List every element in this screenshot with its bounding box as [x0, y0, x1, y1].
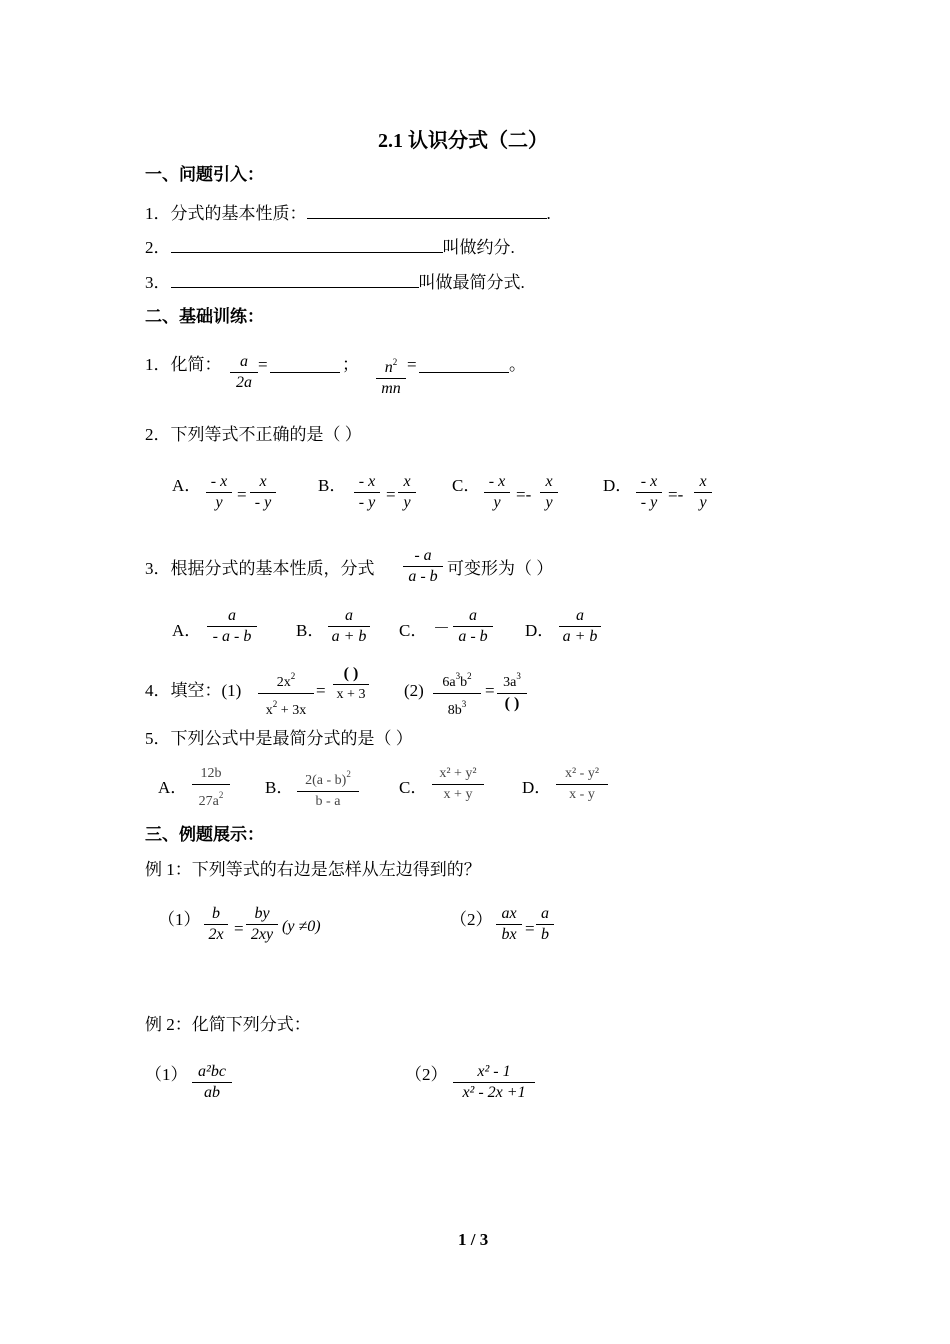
- ex1-text: 例 1：下列等式的右边是怎样从左边得到的？: [145, 860, 481, 879]
- s2-q5-optA-num: 12b: [200, 766, 222, 781]
- s2-q4-p2-eq: =: [485, 681, 495, 700]
- s2-q4-p1-rhs-den: x + 3: [336, 687, 366, 702]
- s2-q5-optB-frac: [297, 764, 359, 812]
- s2-q5-optC-den: x + y: [443, 787, 473, 802]
- page-number: 1 / 3: [458, 1230, 489, 1249]
- s2-q2-optA-lhs: [206, 472, 232, 513]
- s2-q2-optA-lhs-num: - x: [210, 473, 228, 490]
- s2-q5-optA-den: [197, 785, 226, 812]
- s2-q3-optC-label: C．: [399, 621, 428, 640]
- s2-q4-p2-rhs: [497, 666, 527, 714]
- s2-q3-optC-den: a - b: [458, 628, 488, 645]
- ex1-p2-rnum: a: [541, 905, 549, 922]
- s2-q3-fraction: [403, 546, 443, 587]
- section-2-heading: 二、基础训练：: [145, 307, 264, 326]
- s2-q4-p2-num: 6a: [442, 675, 456, 690]
- s2-q2-optB-lhs: [354, 472, 380, 513]
- s2-q1-blank-1: [270, 354, 340, 373]
- ex2-p2-den: x² - 2x +1: [462, 1084, 526, 1101]
- s2-q4-label: 4．填空：(1): [145, 681, 242, 700]
- s2-q4-p1-eq: =: [316, 681, 326, 700]
- s2-q2-optA-lhs-den: y: [215, 494, 223, 511]
- s2-q2-optC-op: =-: [516, 485, 532, 504]
- s2-q5-optB-num: [303, 764, 353, 791]
- s2-q2-optA-label: A．: [172, 476, 202, 495]
- ex1-p2-rhs: [536, 904, 554, 945]
- ex1-p2-label: （2）: [450, 910, 493, 929]
- s1-q3: [145, 269, 525, 294]
- s2-q2-optA-op: =: [237, 485, 247, 504]
- s2-q2-optC-rhs-num: x: [545, 473, 553, 490]
- s2-q4-p2-blank: ( ): [504, 695, 520, 712]
- s2-q3-optC-num: a: [469, 607, 477, 624]
- s2-q4-p2-num-exp2: 2: [467, 671, 472, 681]
- s2-q4-p2-rhs-num: [501, 666, 523, 693]
- s2-q2-optB-lhs-num: - x: [358, 473, 376, 490]
- ex1-p1-rden: 2xy: [250, 926, 274, 943]
- s2-q3-optA-frac: [207, 606, 257, 647]
- s2-q5-optC-label: C．: [399, 778, 428, 797]
- s2-q5-optA-label: A．: [158, 778, 188, 797]
- s2-q4-p2-rhs-num-exp: 3: [516, 671, 521, 681]
- s2-q4-label2: (2): [404, 681, 424, 700]
- s1-q2-blank: [171, 234, 443, 253]
- s2-q3-optB-frac: [328, 606, 370, 647]
- s2-q4-p2-den-exp: 3: [461, 699, 467, 709]
- s2-q1-sep: ；: [342, 355, 359, 374]
- s2-q2-optD-rhs-num: x: [699, 473, 707, 490]
- ex1-p1-lhs: [204, 904, 228, 945]
- s2-q5-optB-den: b - a: [315, 794, 341, 809]
- s2-q5-optA-den-exp: 2: [218, 790, 224, 800]
- ex2-text: 例 2：化简下列分式：: [145, 1015, 311, 1034]
- s1-q1-prefix: 1．分式的基本性质：: [145, 204, 307, 223]
- s2-q1-f2-num-exp: 2: [392, 357, 398, 367]
- s2-q5-optB-num-exp: 2: [346, 769, 351, 779]
- s1-q2: [145, 234, 515, 259]
- s2-q1-f1-num: a: [240, 353, 248, 370]
- s2-q5-optD-frac: [556, 764, 608, 805]
- s2-q2-optC-lhs-den: y: [493, 494, 501, 511]
- s2-q2-optA-rhs: [250, 472, 276, 513]
- ex1-p1-label: （1）: [158, 910, 201, 929]
- s2-q4-p2-lhs: [433, 666, 481, 721]
- s2-q3-num: - a: [414, 547, 432, 564]
- s2-q2-optC-lhs-num: - x: [488, 473, 506, 490]
- s2-q2-optA-rhs-den: - y: [254, 494, 272, 511]
- s1-q1-blank: [307, 200, 547, 219]
- s1-q1-suffix: .: [546, 204, 551, 223]
- s2-q2-optB-label: B．: [318, 476, 347, 495]
- s2-q1-label: 1．化简：: [145, 355, 222, 374]
- ex1-p1-rhs: [246, 904, 278, 945]
- s2-q2-optB-rhs-num: x: [403, 473, 411, 490]
- ex1-p1-rnum: by: [254, 905, 270, 922]
- s2-q2-optD-label: D．: [603, 476, 633, 495]
- ex1-p2-lden: bx: [501, 926, 517, 943]
- s2-q3-optB-label: B．: [296, 621, 325, 640]
- ex2-p1-label: （1）: [145, 1065, 188, 1084]
- ex2-p1-num: a²bc: [198, 1063, 226, 1080]
- s2-q2-optD-lhs-den: - y: [640, 494, 658, 511]
- s2-q5-optD-den: x - y: [569, 787, 595, 802]
- s2-q5-text: 5．下列公式中是最简分式的是（ ）: [145, 729, 413, 748]
- s2-q4-p2-rhs-num-base: 3a: [503, 675, 517, 690]
- s1-q3-blank: [171, 269, 419, 288]
- ex2-p2-num: x² - 1: [477, 1063, 511, 1080]
- s1-q3-suffix: 叫做最简分式.: [418, 273, 525, 292]
- s2-q5-optA-den-base: 27a: [198, 794, 219, 809]
- s2-q4-p1-den-b: + 3x: [277, 703, 307, 718]
- ex1-p1-lnum: b: [212, 905, 220, 922]
- s2-q1-f2-num-base: n: [384, 359, 393, 376]
- s2-q2-text: 2．下列等式不正确的是（ ）: [145, 425, 362, 444]
- s2-q4-p2-lhs-num: [440, 666, 473, 693]
- s2-q3-den: a - b: [408, 568, 438, 585]
- ex1-p2-eq: =: [525, 919, 535, 938]
- s2-q5-optB-label: B．: [265, 778, 294, 797]
- s1-q1: [145, 200, 551, 225]
- s2-q2-optD-lhs: [636, 472, 662, 513]
- s2-q3-optB-num: a: [345, 607, 353, 624]
- s2-q1-fraction-2: [376, 352, 406, 399]
- s2-q3-text1: 3．根据分式的基本性质，分式: [145, 559, 375, 578]
- s2-q4-p1-lhs-num: [275, 666, 298, 693]
- section-3-heading: 三、例题展示：: [145, 825, 264, 844]
- s2-q4-p2-num-exp1: 3: [455, 671, 461, 681]
- s1-q2-prefix: 2．: [145, 238, 171, 257]
- page-title: 2.1 认识分式（二）: [378, 130, 548, 152]
- s2-q5-optB-num-base: 2(a - b): [305, 773, 347, 788]
- s2-q2-optD-rhs: [694, 472, 712, 513]
- s1-q3-prefix: 3．: [145, 273, 171, 292]
- s2-q1-end: 。: [509, 355, 526, 374]
- ex1-p2-lnum: ax: [501, 905, 517, 922]
- s2-q5-optC-frac: [432, 764, 484, 805]
- ex1-p1-eq: =: [234, 919, 244, 938]
- ex1-p1-cond: (y ≠0): [282, 918, 321, 935]
- s1-q2-suffix: 叫做约分.: [442, 238, 515, 257]
- s2-q3-optD-label: D．: [525, 621, 555, 640]
- section-1-heading: 一、问题引入：: [145, 165, 264, 184]
- s2-q2-optA-rhs-num: x: [259, 473, 267, 490]
- s2-q4-p1-blank: ( ): [343, 665, 359, 682]
- s2-q3-optA-den: - a - b: [212, 628, 252, 645]
- s2-q4-p1-den-a: x: [265, 703, 273, 718]
- s2-q1-eq2: =: [407, 355, 417, 374]
- s2-q4-p1-den-exp: 2: [272, 699, 278, 709]
- ex2-p1-frac: [192, 1062, 232, 1103]
- s2-q4-p2-den: 8b: [447, 703, 462, 718]
- ex2-p2-label: （2）: [405, 1065, 448, 1084]
- s2-q4-p1-num: 2x: [276, 675, 291, 690]
- s2-q2-optC-rhs-den: y: [545, 494, 553, 511]
- s2-q1-f2-den: mn: [381, 380, 401, 397]
- s2-q3-optB-den: a + b: [331, 628, 367, 645]
- s2-q4-p1-lhs-den: [264, 694, 308, 721]
- ex2-p2-frac: [453, 1062, 535, 1103]
- s2-q4-p1-lhs: [258, 666, 314, 721]
- s2-q3-optA-label: A．: [172, 621, 202, 640]
- s2-q2-optB-rhs-den: y: [403, 494, 411, 511]
- s2-q2-optC-label: C．: [452, 476, 481, 495]
- s2-q3-optA-num: a: [228, 607, 236, 624]
- s2-q3-optC-frac: [453, 606, 493, 647]
- s2-q4-p1-num-exp: 2: [290, 671, 296, 681]
- s2-q2-optC-lhs: [484, 472, 510, 513]
- s2-q3-optC-pre: －: [433, 619, 450, 638]
- ex1-p2-lhs: [496, 904, 522, 945]
- s2-q5-optD-label: D．: [522, 778, 552, 797]
- s2-q2-optC-rhs: [540, 472, 558, 513]
- s2-q4-p2-num-b: b: [460, 675, 468, 690]
- s2-q4-p2-lhs-den: [446, 694, 469, 721]
- s2-q1-blank-2: [419, 354, 509, 373]
- s2-q1-f2-num: [383, 352, 400, 378]
- s2-q2-optD-lhs-num: - x: [640, 473, 658, 490]
- s2-q3-optD-num: a: [576, 607, 584, 624]
- ex2-p1-den: ab: [204, 1084, 220, 1101]
- s2-q2-optB-lhs-den: - y: [358, 494, 376, 511]
- s2-q2-optD-op: =-: [668, 485, 684, 504]
- s2-q1-f1-den: 2a: [236, 374, 252, 391]
- s2-q5-optC-num: x² + y²: [439, 766, 477, 781]
- s2-q3-optD-frac: [559, 606, 601, 647]
- s2-q2-optB-op: =: [386, 485, 396, 504]
- s2-q1-fraction-1: [230, 352, 258, 393]
- s2-q5-optA-frac: [192, 764, 230, 812]
- s2-q1-eq1: =: [258, 355, 268, 374]
- s2-q3-text2: 可变形为（ ）: [447, 559, 554, 578]
- s2-q4-p1-rhs: [333, 664, 369, 705]
- s2-q2-optD-rhs-den: y: [699, 494, 707, 511]
- ex1-p2-rden: b: [541, 926, 549, 943]
- s2-q2-optB-rhs: [398, 472, 416, 513]
- s2-q3-optD-den: a + b: [562, 628, 598, 645]
- ex1-p1-lden: 2x: [208, 926, 224, 943]
- s2-q5-optD-num: x² - y²: [564, 766, 600, 781]
